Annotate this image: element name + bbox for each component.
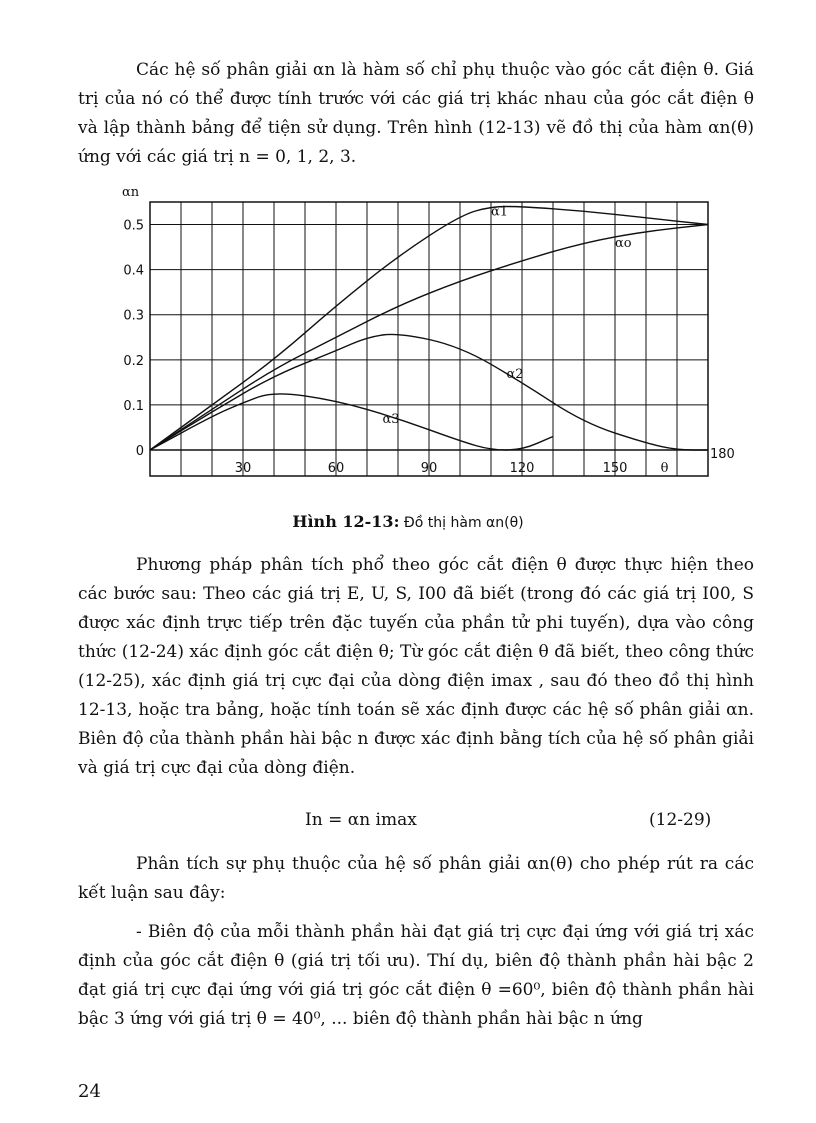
paragraph-analysis [78, 850, 754, 908]
page-number: 24 [78, 1081, 101, 1102]
curve-α3 [150, 394, 553, 450]
x-tick-label: 90 [420, 461, 438, 476]
y-axis-label: αn [122, 185, 140, 200]
figure-caption [0, 512, 816, 531]
y-tick-label: 0.5 [123, 218, 144, 234]
x-tick-label: 120 [509, 461, 535, 476]
curve-label-α1: α1 [491, 204, 509, 220]
x-tick-label: 150 [602, 461, 628, 476]
paragraph-intro-text: Các hệ số phân giải αn là hàm số chỉ phụ thuộc vào góc cắt điện θ. Giá trị của nó có thể được tính trước với các giá trị khác nhau của góc cắt điện θ và lập thành bảng để tiện sử dụng. Trên hình (12-13) vẽ đồ thị của hàm αn(θ) ứng với các giá trị n = 0, 1, 2, 3. [78, 60, 754, 167]
x-tick-label: 180 [710, 447, 735, 462]
paragraph-method [78, 551, 754, 783]
y-tick-label: 0.3 [123, 308, 144, 324]
paragraph-conclusion [78, 918, 754, 1034]
y-tick-label: 0.4 [123, 263, 144, 279]
figure-caption-label: Hình 12-13: [292, 512, 400, 531]
paragraph-method-text: Phương pháp phân tích phổ theo góc cắt điện θ được thực hiện theo các bước sau: Theo các giá trị E, U, S, I00 đã biết (trong đó các giá trị I00, S được xác định trực tiếp trên đặc tuyến của phần tử phi tuyến), dựa vào công thức (12-24) xác định góc cắt điện θ; Từ góc cắt điện θ đã biết, theo công thức (12-25), xác định giá trị cực đại của dòng điện imax , sau đó theo đồ thị hình 12-13, hoặc tra bảng, hoặc tính toán sẽ xác định được các hệ số phân giải αn. Biên độ của thành phần hài bậc n được xác định bằng tích của hệ số phân giải và giá trị cực đại của dòng điện. [78, 555, 754, 778]
paragraph-conclusion-text: - Biên độ của mỗi thành phần hài đạt giá trị cực đại ứng với giá trị xác định của góc cắt điện θ (giá trị tối ưu). Thí dụ, biên độ thành phần hài bậc 2 đạt giá trị cực đại ứng với giá trị góc cắt điện θ =60⁰, biên độ thành phần hài bậc 3 ứng với giá trị θ = 40⁰, ... biên độ thành phần hài bậc n ứng [78, 922, 754, 1029]
formula-equation: In = αn imax [305, 810, 417, 830]
figure-caption-text: Đồ thị hàm αn(θ) [399, 515, 524, 531]
curve-label-αo: αo [615, 236, 632, 252]
paragraph-analysis-text: Phân tích sự phụ thuộc của hệ số phân giải αn(θ) cho phép rút ra các kết luận sau đây: [78, 854, 754, 903]
formula-number: (12-29) [649, 810, 712, 830]
x-tick-label: 30 [234, 461, 252, 476]
curve-label-α3: α3 [382, 411, 400, 427]
alpha-n-chart [108, 180, 748, 480]
x-tick-label: 60 [327, 461, 345, 476]
formula-12-29 [0, 810, 816, 840]
y-tick-label: 0.1 [123, 398, 144, 414]
y-tick-label: 0.2 [123, 353, 144, 369]
curve-label-α2: α2 [506, 366, 524, 382]
x-axis-label: θ [660, 461, 669, 476]
paragraph-intro [78, 56, 754, 172]
y-tick-label: 0 [135, 444, 144, 459]
